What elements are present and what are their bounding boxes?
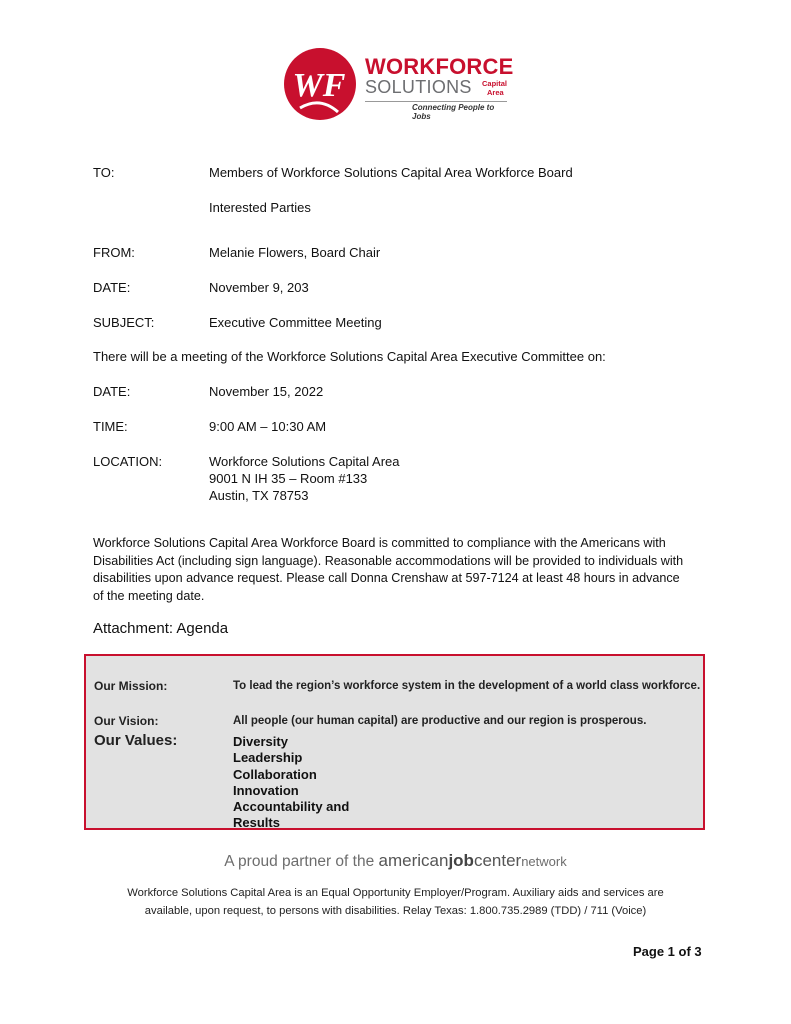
- values-label: Our Values:: [94, 732, 178, 749]
- location-line3: Austin, TX 78753: [209, 488, 309, 503]
- logo-region-line2: Area: [487, 88, 504, 97]
- eeo-footer: [100, 884, 691, 920]
- footer-line: available, upon request, to persons with disabilities. Relay Texas: 1.800.735.2989 (TDD) / 711 (Voice): [144, 905, 647, 917]
- accessibility-line: disabilities upon advance request. Please call Donna Crenshaw at 597-7124 at least 48 hours in advance: [93, 571, 680, 585]
- partner-center: center: [473, 851, 522, 870]
- logo-monogram: WF: [292, 67, 346, 104]
- date-label: DATE:: [93, 280, 131, 295]
- to-value-secondary: Interested Parties: [209, 200, 311, 215]
- value-item: Diversity: [233, 734, 288, 749]
- subject-label: SUBJECT:: [93, 315, 155, 330]
- workforce-solutions-logo: [282, 46, 512, 126]
- logo-word-solutions: SOLUTIONS: [365, 77, 472, 97]
- american-job-center-partner-line: [0, 851, 791, 871]
- mission-label: Our Mission:: [94, 679, 168, 693]
- mission-text: To lead the region’s workforce system in the development of a world class workforce.: [233, 680, 701, 692]
- vision-text: All people (our human capital) are productive and our region is prosperous.: [233, 715, 647, 727]
- value-item: Accountability and: [233, 799, 350, 815]
- page-number: Page 1 of 3: [633, 944, 702, 959]
- partner-american: american: [378, 851, 449, 870]
- logo-region-line1: Capital: [482, 79, 508, 88]
- partner-job: job: [448, 851, 474, 870]
- from-value: Melanie Flowers, Board Chair: [209, 245, 381, 260]
- meeting-date-label: DATE:: [93, 384, 131, 399]
- value-item: Innovation: [233, 782, 299, 798]
- location-line2: 9001 N IH 35 – Room #133: [209, 471, 368, 486]
- to-label: TO:: [93, 165, 115, 180]
- values-list: [233, 734, 349, 832]
- attachment-line: Attachment: Agenda: [93, 620, 229, 637]
- meeting-time-label: TIME:: [93, 419, 128, 434]
- partner-suffix: network: [521, 854, 567, 869]
- from-label: FROM:: [93, 245, 135, 260]
- value-item: Leadership: [233, 750, 303, 766]
- footer-line: Workforce Solutions Capital Area is an Equal Opportunity Employer/Program. Auxiliary aids and services are: [127, 887, 664, 899]
- mission-vision-values-box: [84, 654, 705, 830]
- accessibility-line: Workforce Solutions Capital Area Workforce Board is committed to compliance with the Americans with: [93, 536, 666, 550]
- location-label: LOCATION:: [93, 454, 163, 469]
- accessibility-paragraph: [93, 535, 705, 605]
- meeting-date-value: November 15, 2022: [209, 384, 324, 399]
- subject-value: Executive Committee Meeting: [209, 315, 382, 330]
- location-line1: Workforce Solutions Capital Area: [209, 454, 400, 469]
- logo-divider: [365, 101, 507, 102]
- accessibility-line: of the meeting date.: [93, 588, 205, 603]
- vision-label: Our Vision:: [94, 714, 159, 728]
- logo-emblem: [282, 46, 362, 126]
- date-value: November 9, 203: [209, 280, 309, 295]
- partner-prefix: A proud partner of the: [224, 853, 379, 870]
- meeting-time-value: 9:00 AM – 10:30 AM: [209, 419, 327, 434]
- meeting-intro: There will be a meeting of the Workforce Solutions Capital Area Executive Committee on:: [93, 349, 606, 364]
- value-item: Results: [233, 815, 280, 831]
- value-item: Collaboration: [233, 766, 317, 782]
- to-value: Members of Workforce Solutions Capital Area Workforce Board: [209, 165, 573, 180]
- logo-tagline: Connecting People to Jobs: [412, 103, 495, 121]
- accessibility-line: Disabilities Act (including sign language). Reasonable accommodations will be provided to individuals with: [93, 553, 684, 568]
- logo-word-workforce: WORKFORCE: [365, 54, 514, 79]
